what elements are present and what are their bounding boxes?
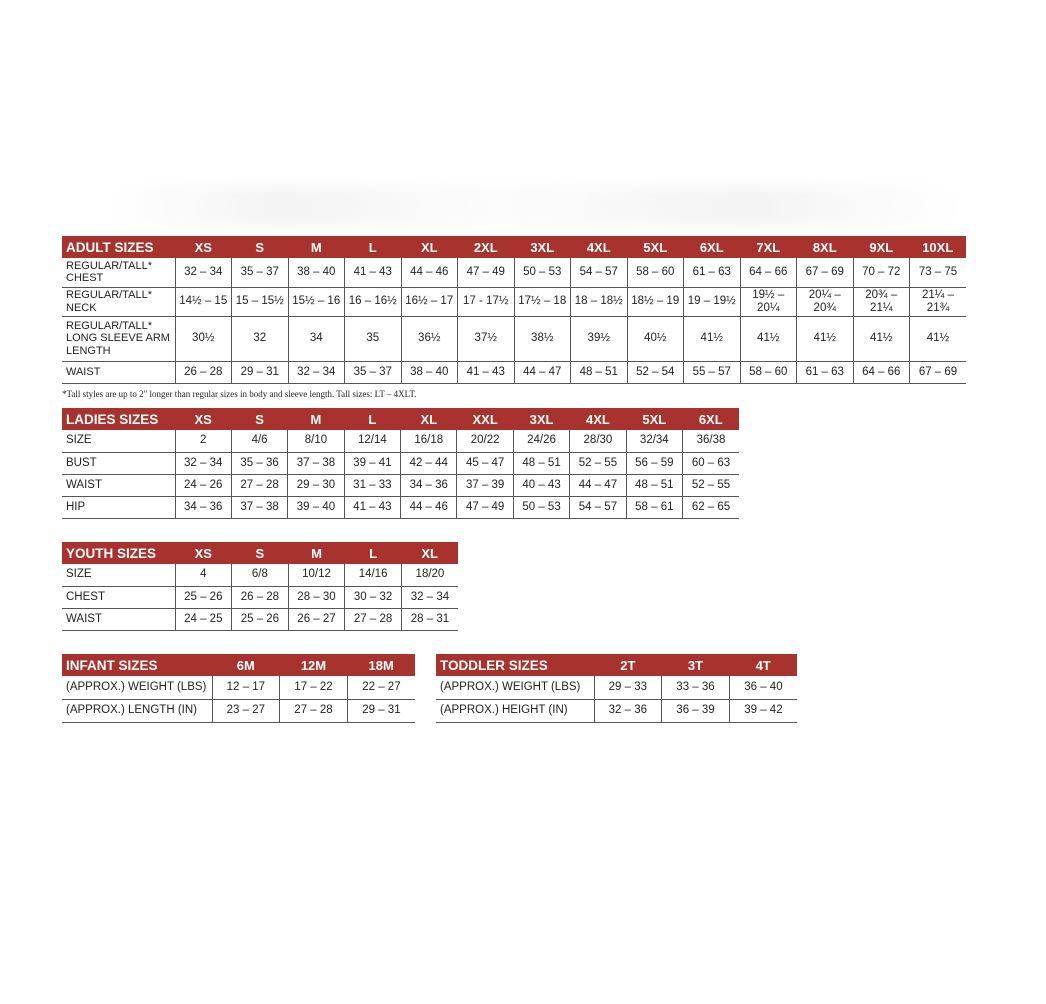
infant-sizes-title: INFANT SIZES	[62, 654, 212, 676]
size-header-xl: XL	[401, 542, 458, 564]
size-cell: 29 – 33	[594, 676, 662, 699]
table-row	[436, 699, 797, 722]
size-cell: 26 – 28	[175, 361, 232, 383]
size-cell: 14/16	[345, 564, 402, 586]
row-label-approx-height-in: (APPROX.) HEIGHT (IN)	[436, 699, 594, 722]
table-row	[62, 430, 739, 452]
size-cell: 38 – 40	[401, 361, 458, 383]
size-cell: 30 – 32	[345, 586, 402, 608]
infant-size-table	[62, 654, 415, 723]
size-cell: 50 – 53	[513, 496, 569, 518]
size-cell: 28 – 30	[288, 586, 345, 608]
size-header-9xl: 9XL	[853, 236, 910, 258]
size-cell: 19½ – 20¼	[740, 287, 797, 316]
size-cell: 6/8	[232, 564, 289, 586]
row-label-regular-tall-chest: REGULAR/TALL* CHEST	[62, 258, 175, 287]
size-cell: 22 – 27	[347, 676, 415, 699]
size-cell: 58 – 60	[627, 258, 684, 287]
row-label-waist: WAIST	[62, 361, 175, 383]
size-cell: 19 – 19½	[684, 287, 741, 316]
size-header-m: M	[288, 542, 345, 564]
size-cell: 32 – 34	[175, 258, 232, 287]
size-cell: 26 – 27	[288, 608, 345, 630]
size-header-xs: XS	[175, 408, 231, 430]
size-cell: 41½	[910, 316, 967, 361]
size-cell: 67 – 69	[797, 258, 854, 287]
size-cell: 30½	[175, 316, 232, 361]
size-cell: 55 – 57	[684, 361, 741, 383]
size-cell: 44 – 46	[401, 496, 457, 518]
size-cell: 58 – 60	[740, 361, 797, 383]
size-cell: 61 – 63	[797, 361, 854, 383]
size-cell: 62 – 65	[683, 496, 739, 518]
size-cell: 42 – 44	[401, 452, 457, 474]
size-cell: 12/14	[344, 430, 400, 452]
size-header-6xl: 6XL	[684, 236, 741, 258]
row-label-chest: CHEST	[62, 586, 175, 608]
size-cell: 32/34	[626, 430, 682, 452]
size-cell: 21¼ – 21¾	[910, 287, 967, 316]
size-header-3t: 3T	[662, 654, 730, 676]
size-header-xl: XL	[401, 236, 458, 258]
row-label-approx-weight-lbs: (APPROX.) WEIGHT (LBS)	[62, 676, 212, 699]
toddler-size-table	[436, 654, 797, 723]
row-label-approx-length-in: (APPROX.) LENGTH (IN)	[62, 699, 212, 722]
size-header-4t: 4T	[729, 654, 797, 676]
size-cell: 16½ – 17	[401, 287, 458, 316]
size-cell: 45 – 47	[457, 452, 513, 474]
size-header-m: M	[288, 408, 344, 430]
size-cell: 14½ – 15	[175, 287, 232, 316]
row-label-size: SIZE	[62, 430, 175, 452]
row-label-hip: HIP	[62, 496, 175, 518]
size-cell: 32	[232, 316, 289, 361]
size-cell: 36½	[401, 316, 458, 361]
size-header-xs: XS	[175, 542, 232, 564]
table-row	[62, 676, 415, 699]
toddler-sizes-title: TODDLER SIZES	[436, 654, 594, 676]
size-cell: 39 – 40	[288, 496, 344, 518]
size-cell: 23 – 27	[212, 699, 280, 722]
header-row	[436, 654, 797, 676]
size-cell: 24/26	[513, 430, 569, 452]
size-header-s: S	[232, 236, 289, 258]
size-cell: 10/12	[288, 564, 345, 586]
size-cell: 18/20	[401, 564, 458, 586]
row-label-size: SIZE	[62, 564, 175, 586]
size-cell: 37 – 38	[288, 452, 344, 474]
size-cell: 64 – 66	[853, 361, 910, 383]
size-cell: 41½	[797, 316, 854, 361]
size-cell: 61 – 63	[684, 258, 741, 287]
size-cell: 38½	[514, 316, 571, 361]
size-cell: 48 – 51	[513, 452, 569, 474]
size-cell: 25 – 26	[175, 586, 232, 608]
row-label-regular-tall-neck: REGULAR/TALL* NECK	[62, 287, 175, 316]
size-cell: 15 – 15½	[232, 287, 289, 316]
size-header-8xl: 8XL	[797, 236, 854, 258]
header-row	[62, 236, 966, 258]
size-cell: 39 – 42	[729, 699, 797, 722]
size-header-18m: 18M	[347, 654, 415, 676]
size-cell: 33 – 36	[662, 676, 730, 699]
size-cell: 35 – 37	[345, 361, 402, 383]
size-cell: 15½ – 16	[288, 287, 345, 316]
size-cell: 54 – 57	[570, 496, 626, 518]
size-cell: 44 – 46	[401, 258, 458, 287]
size-cell: 35 – 36	[231, 452, 287, 474]
size-header-12m: 12M	[280, 654, 348, 676]
size-header-l: L	[345, 542, 402, 564]
size-cell: 36/38	[683, 430, 739, 452]
table-row	[62, 699, 415, 722]
size-cell: 32 – 34	[175, 452, 231, 474]
size-cell: 41½	[853, 316, 910, 361]
table-row	[62, 586, 458, 608]
table-row	[62, 316, 966, 361]
size-header-10xl: 10XL	[910, 236, 967, 258]
size-cell: 40 – 43	[513, 474, 569, 496]
adult-sizes-title: ADULT SIZES	[62, 236, 175, 258]
size-cell: 16 – 16½	[345, 287, 402, 316]
size-cell: 44 – 47	[514, 361, 571, 383]
youth-size-table	[62, 542, 458, 631]
size-cell: 73 – 75	[910, 258, 967, 287]
size-header-4xl: 4XL	[570, 408, 626, 430]
size-header-3xl: 3XL	[513, 408, 569, 430]
row-label-bust: BUST	[62, 452, 175, 474]
size-cell: 64 – 66	[740, 258, 797, 287]
ladies-sizes-title: LADIES SIZES	[62, 408, 175, 430]
table-row	[62, 474, 739, 496]
size-cell: 52 – 55	[570, 452, 626, 474]
size-cell: 20/22	[457, 430, 513, 452]
size-cell: 20¾ – 21¼	[853, 287, 910, 316]
size-cell: 16/18	[401, 430, 457, 452]
size-cell: 40½	[627, 316, 684, 361]
size-cell: 8/10	[288, 430, 344, 452]
size-cell: 70 – 72	[853, 258, 910, 287]
size-cell: 20¼ – 20¾	[797, 287, 854, 316]
size-cell: 58 – 61	[626, 496, 682, 518]
size-cell: 41½	[740, 316, 797, 361]
size-header-3xl: 3XL	[514, 236, 571, 258]
header-row	[62, 408, 739, 430]
table-row	[62, 361, 966, 383]
size-header-l: L	[345, 236, 402, 258]
row-label-regular-tall-long-sleeve-arm-length: REGULAR/TALL* LONG SLEEVE ARM LENGTH	[62, 316, 175, 361]
size-cell: 34 – 36	[401, 474, 457, 496]
size-header-xs: XS	[175, 236, 232, 258]
size-cell: 50 – 53	[514, 258, 571, 287]
size-cell: 60 – 63	[683, 452, 739, 474]
size-cell: 29 – 31	[347, 699, 415, 722]
size-cell: 17½ – 18	[514, 287, 571, 316]
size-header-5xl: 5XL	[626, 408, 682, 430]
row-label-waist: WAIST	[62, 608, 175, 630]
size-cell: 44 – 47	[570, 474, 626, 496]
size-cell: 34 – 36	[175, 496, 231, 518]
size-header-xxl: XXL	[457, 408, 513, 430]
size-cell: 67 – 69	[910, 361, 967, 383]
size-cell: 36 – 40	[729, 676, 797, 699]
size-cell: 41 – 43	[458, 361, 515, 383]
size-cell: 37½	[458, 316, 515, 361]
size-cell: 31 – 33	[344, 474, 400, 496]
size-cell: 24 – 25	[175, 608, 232, 630]
size-cell: 41 – 43	[345, 258, 402, 287]
size-header-xl: XL	[401, 408, 457, 430]
size-cell: 47 – 49	[457, 496, 513, 518]
size-cell: 35 – 37	[232, 258, 289, 287]
size-cell: 47 – 49	[458, 258, 515, 287]
size-header-5xl: 5XL	[627, 236, 684, 258]
size-cell: 28/30	[570, 430, 626, 452]
size-cell: 41½	[684, 316, 741, 361]
size-cell: 2	[175, 430, 231, 452]
size-header-m: M	[288, 236, 345, 258]
size-header-2t: 2T	[594, 654, 662, 676]
size-cell: 48 – 51	[571, 361, 628, 383]
table-row	[62, 496, 739, 518]
size-cell: 48 – 51	[626, 474, 682, 496]
size-cell: 32 – 34	[288, 361, 345, 383]
size-cell: 37 – 38	[231, 496, 287, 518]
size-cell: 12 – 17	[212, 676, 280, 699]
size-cell: 18 – 18½	[571, 287, 628, 316]
row-label-waist: WAIST	[62, 474, 175, 496]
size-cell: 52 – 55	[683, 474, 739, 496]
size-cell: 56 – 59	[626, 452, 682, 474]
size-header-6m: 6M	[212, 654, 280, 676]
table-row	[62, 452, 739, 474]
size-cell: 24 – 26	[175, 474, 231, 496]
table-row	[436, 676, 797, 699]
size-cell: 54 – 57	[571, 258, 628, 287]
size-cell: 39 – 41	[344, 452, 400, 474]
size-cell: 35	[345, 316, 402, 361]
size-cell: 32 – 34	[401, 586, 458, 608]
size-cell: 17 - 17½	[458, 287, 515, 316]
size-cell: 34	[288, 316, 345, 361]
size-header-l: L	[344, 408, 400, 430]
table-row	[62, 258, 966, 287]
size-cell: 29 – 30	[288, 474, 344, 496]
table-row	[62, 287, 966, 316]
size-cell: 25 – 26	[232, 608, 289, 630]
ladies-size-table	[62, 408, 739, 519]
size-cell: 52 – 54	[627, 361, 684, 383]
header-row	[62, 654, 415, 676]
table-row	[62, 564, 458, 586]
size-cell: 28 – 31	[401, 608, 458, 630]
size-cell: 36 – 39	[662, 699, 730, 722]
size-cell: 17 – 22	[280, 676, 348, 699]
faded-background-text	[110, 186, 960, 226]
size-header-6xl: 6XL	[683, 408, 739, 430]
size-header-s: S	[232, 542, 289, 564]
row-label-approx-weight-lbs: (APPROX.) WEIGHT (LBS)	[436, 676, 594, 699]
size-cell: 26 – 28	[232, 586, 289, 608]
size-cell: 27 – 28	[280, 699, 348, 722]
size-cell: 32 – 36	[594, 699, 662, 722]
size-cell: 18½ – 19	[627, 287, 684, 316]
size-cell: 29 – 31	[232, 361, 289, 383]
size-header-2xl: 2XL	[458, 236, 515, 258]
size-cell: 37 – 39	[457, 474, 513, 496]
size-header-4xl: 4XL	[571, 236, 628, 258]
size-header-s: S	[231, 408, 287, 430]
header-row	[62, 542, 458, 564]
size-cell: 4	[175, 564, 232, 586]
size-cell: 4/6	[231, 430, 287, 452]
table-row	[62, 608, 458, 630]
size-cell: 27 – 28	[345, 608, 402, 630]
size-cell: 41 – 43	[344, 496, 400, 518]
youth-sizes-title: YOUTH SIZES	[62, 542, 175, 564]
size-cell: 38 – 40	[288, 258, 345, 287]
size-cell: 39½	[571, 316, 628, 361]
size-cell: 27 – 28	[231, 474, 287, 496]
adult-size-table	[62, 236, 966, 384]
tall-footnote: *Tall styles are up to 2" longer than regular sizes in body and sleeve length. Tall sizes: LT – 4XLT.	[62, 389, 417, 399]
size-header-7xl: 7XL	[740, 236, 797, 258]
